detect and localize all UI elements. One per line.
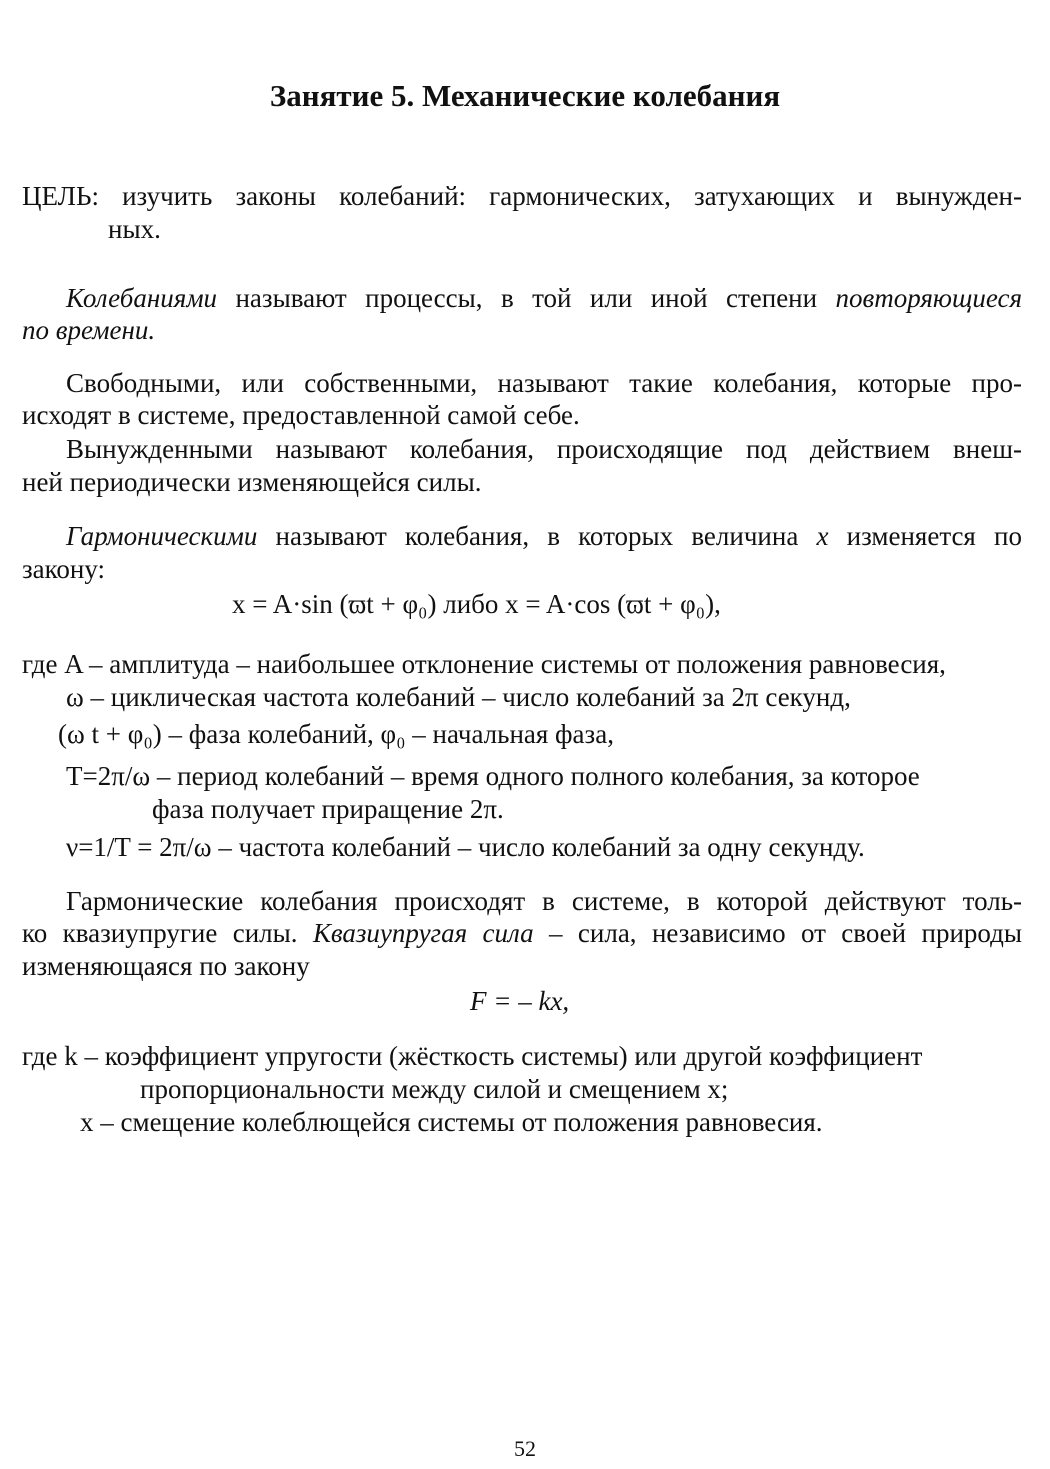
- para3-line-1: Вынужденными называют колебания, происходящие под действием внеш-: [66, 434, 1022, 464]
- para5-term: Квазиупругая сила: [312, 918, 534, 948]
- para4-text2: изменяется по: [828, 521, 1022, 551]
- para5-line-2: [22, 917, 1022, 949]
- formula-harmonic: x = A·sin (ϖt + φ₀) либо x = A·cos (ϖt + φ₀),: [232, 589, 721, 619]
- para5-line-3: изменяющаяся по закону: [22, 951, 310, 981]
- para2-line-2: исходят в системе, предоставленной самой себе.: [22, 400, 580, 430]
- para4-line-1: [66, 520, 1022, 552]
- page-title: Занятие 5. Механические колебания: [269, 78, 781, 113]
- page-number: 52: [514, 1436, 536, 1461]
- para2-line-1: Свободными, или собственными, называют такие колебания, которые про-: [66, 368, 1022, 398]
- para1-line-1: [66, 282, 1022, 314]
- para4-term: Гармоническими: [66, 521, 258, 551]
- def-cyclic-frequency: ω – циклическая частота колебаний – число колебаний за 2π секунд,: [66, 682, 851, 712]
- para1-line-2: по времени.: [22, 315, 156, 345]
- def-phase: (ω t + φ₀) – фаза колебаний, φ₀ – начальная фаза,: [58, 719, 614, 749]
- def-frequency: ν=1/T = 2π/ω – частота колебаний – число колебаний за одну секунду.: [66, 832, 865, 862]
- para1-term2: повторяющиеся: [835, 283, 1022, 313]
- formula-quasi-elastic: F = – kx,: [470, 986, 570, 1016]
- para5-line-1: Гармонические колебания происходят в системе, в которой действуют толь-: [66, 886, 1022, 916]
- goal-line-2: ных.: [108, 214, 161, 244]
- para5-text-b: – сила, независимо от своей природы: [533, 918, 1022, 948]
- goal-line-1: [22, 180, 1022, 212]
- para1-text: называют процессы, в той или иной степени: [217, 283, 836, 313]
- def-k-line-2: пропорциональности между силой и смещением x;: [140, 1074, 729, 1104]
- def-x: x – смещение колеблющейся системы от положения равновесия.: [80, 1107, 823, 1137]
- def-period-line-1: T=2π/ω – период колебаний – время одного полного колебания, за которое: [66, 761, 920, 791]
- def-amplitude: где A – амплитуда – наибольшее отклонение системы от положения равновесия,: [22, 649, 946, 679]
- para4-line-2: закону:: [22, 554, 105, 584]
- goal-text: изучить законы колебаний: гармонических, затухающих и вынужден-: [122, 181, 1022, 211]
- goal-label: ЦЕЛЬ:: [22, 181, 99, 211]
- def-period-line-2: фаза получает приращение 2π.: [152, 794, 504, 824]
- para1-term: Колебаниями: [66, 283, 218, 313]
- def-k-line-1: где k – коэффициент упругости (жёсткость системы) или другой коэффициент: [22, 1041, 923, 1071]
- para3-line-2: ней периодически изменяющейся силы.: [22, 467, 482, 497]
- para5-text-a: ко квазиупругие силы.: [22, 918, 313, 948]
- para4-var: x: [816, 521, 829, 551]
- para4-text1: называют колебания, в которых величина: [257, 521, 817, 551]
